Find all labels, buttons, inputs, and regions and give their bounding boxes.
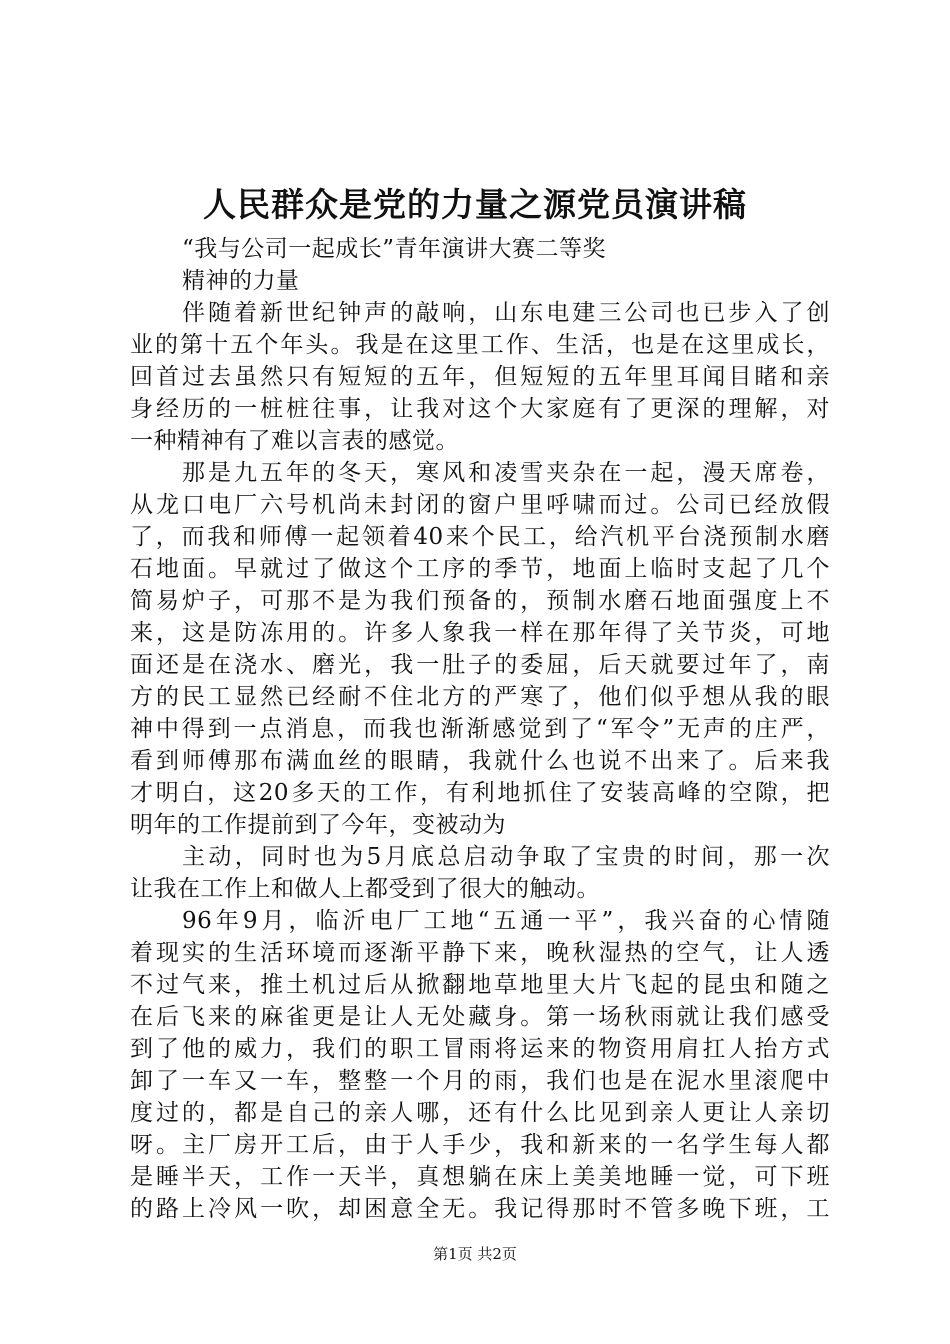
body-line: 方的民工显然已经耐不住北方的严寒了，他们似乎想从我的眼 [130,684,830,710]
body-line: 那是九五年的冬天，寒风和凌雪夹杂在一起，漫天席卷， [182,460,830,486]
body-line: 简易炉子，可那不是为我们预备的，预制水磨石地面强度上不 [130,588,830,614]
body-line: 石地面。早就过了做这个工序的季节，地面上临时支起了几个 [130,556,830,582]
body-line: 回首过去虽然只有短短的五年，但短短的五年里耳闻目睹和亲 [130,364,830,390]
document-body [130,233,830,1225]
body-line: 96年9月，临沂电厂工地“五通一平”，我兴奋的心情随 [182,908,830,934]
body-line: 身经历的一桩桩往事，让我对这个大家庭有了更深的理解，对 [130,396,830,422]
body-line: 看到师傅那布满血丝的眼睛，我就什么也说不出来了。后来我 [130,748,830,774]
body-line: 明年的工作提前到了今年，变被动为 [130,812,506,838]
body-line: 从龙口电厂六号机尚未封闭的窗户里呼啸而过。公司已经放假 [130,492,830,518]
body-line: 一种精神有了难以言表的感觉。 [130,428,459,454]
body-line: 在后飞来的麻雀更是让人无处藏身。第一场秋雨就让我们感受 [130,1004,830,1030]
body-line: 让我在工作上和做人上都受到了很大的触动。 [130,876,600,902]
body-line: 才明白，这20多天的工作，有利地抓住了安装高峰的空隙，把 [130,780,830,806]
body-line: 是睡半天，工作一天半，真想躺在床上美美地睡一觉，可下班 [130,1164,830,1190]
body-line: 度过的，都是自己的亲人哪，还有什么比见到亲人更让人亲切 [130,1100,830,1126]
body-line: 主动，同时也为5月底总启动争取了宝贵的时间，那一次 [182,844,830,870]
body-line: “我与公司一起成长”青年演讲大赛二等奖 [182,236,607,262]
body-line: 呀。主厂房开工后，由于人手少，我和新来的一名学生每人都 [130,1132,830,1158]
body-line: 业的第十五个年头。我是在这里工作、生活，也是在这里成长， [130,332,830,358]
body-line: 不过气来，推土机过后从掀翻地草地里大片飞起的昆虫和随之 [130,972,830,998]
page-number: 第1页 共2页 [433,1245,517,1263]
body-line: 了，而我和师傅一起领着40来个民工，给汽机平台浇预制水磨 [130,524,830,550]
body-line: 来，这是防冻用的。许多人象我一样在那年得了关节炎，可地 [130,620,830,646]
body-line: 面还是在浇水、磨光，我一肚子的委屈，后天就要过年了，南 [130,652,830,678]
body-line: 到了他的威力，我们的职工冒雨将运来的物资用肩扛人抬方式 [130,1036,830,1062]
body-line: 精神的力量 [182,268,300,294]
body-line: 的路上冷风一吹，却困意全无。我记得那时不管多晚下班，工 [130,1196,830,1222]
body-line: 卸了一车又一车，整整一个月的雨，我们也是在泥水里滚爬中 [130,1068,830,1094]
body-line: 伴随着新世纪钟声的敲响，山东电建三公司也已步入了创 [182,300,830,326]
body-line: 神中得到一点消息，而我也渐渐感觉到了“军令”无声的庄严， [130,716,830,742]
document-title: 人民群众是党的力量之源党员演讲稿 [203,185,747,224]
body-line: 着现实的生活环境而逐渐平静下来，晚秋湿热的空气，让人透 [130,940,830,966]
